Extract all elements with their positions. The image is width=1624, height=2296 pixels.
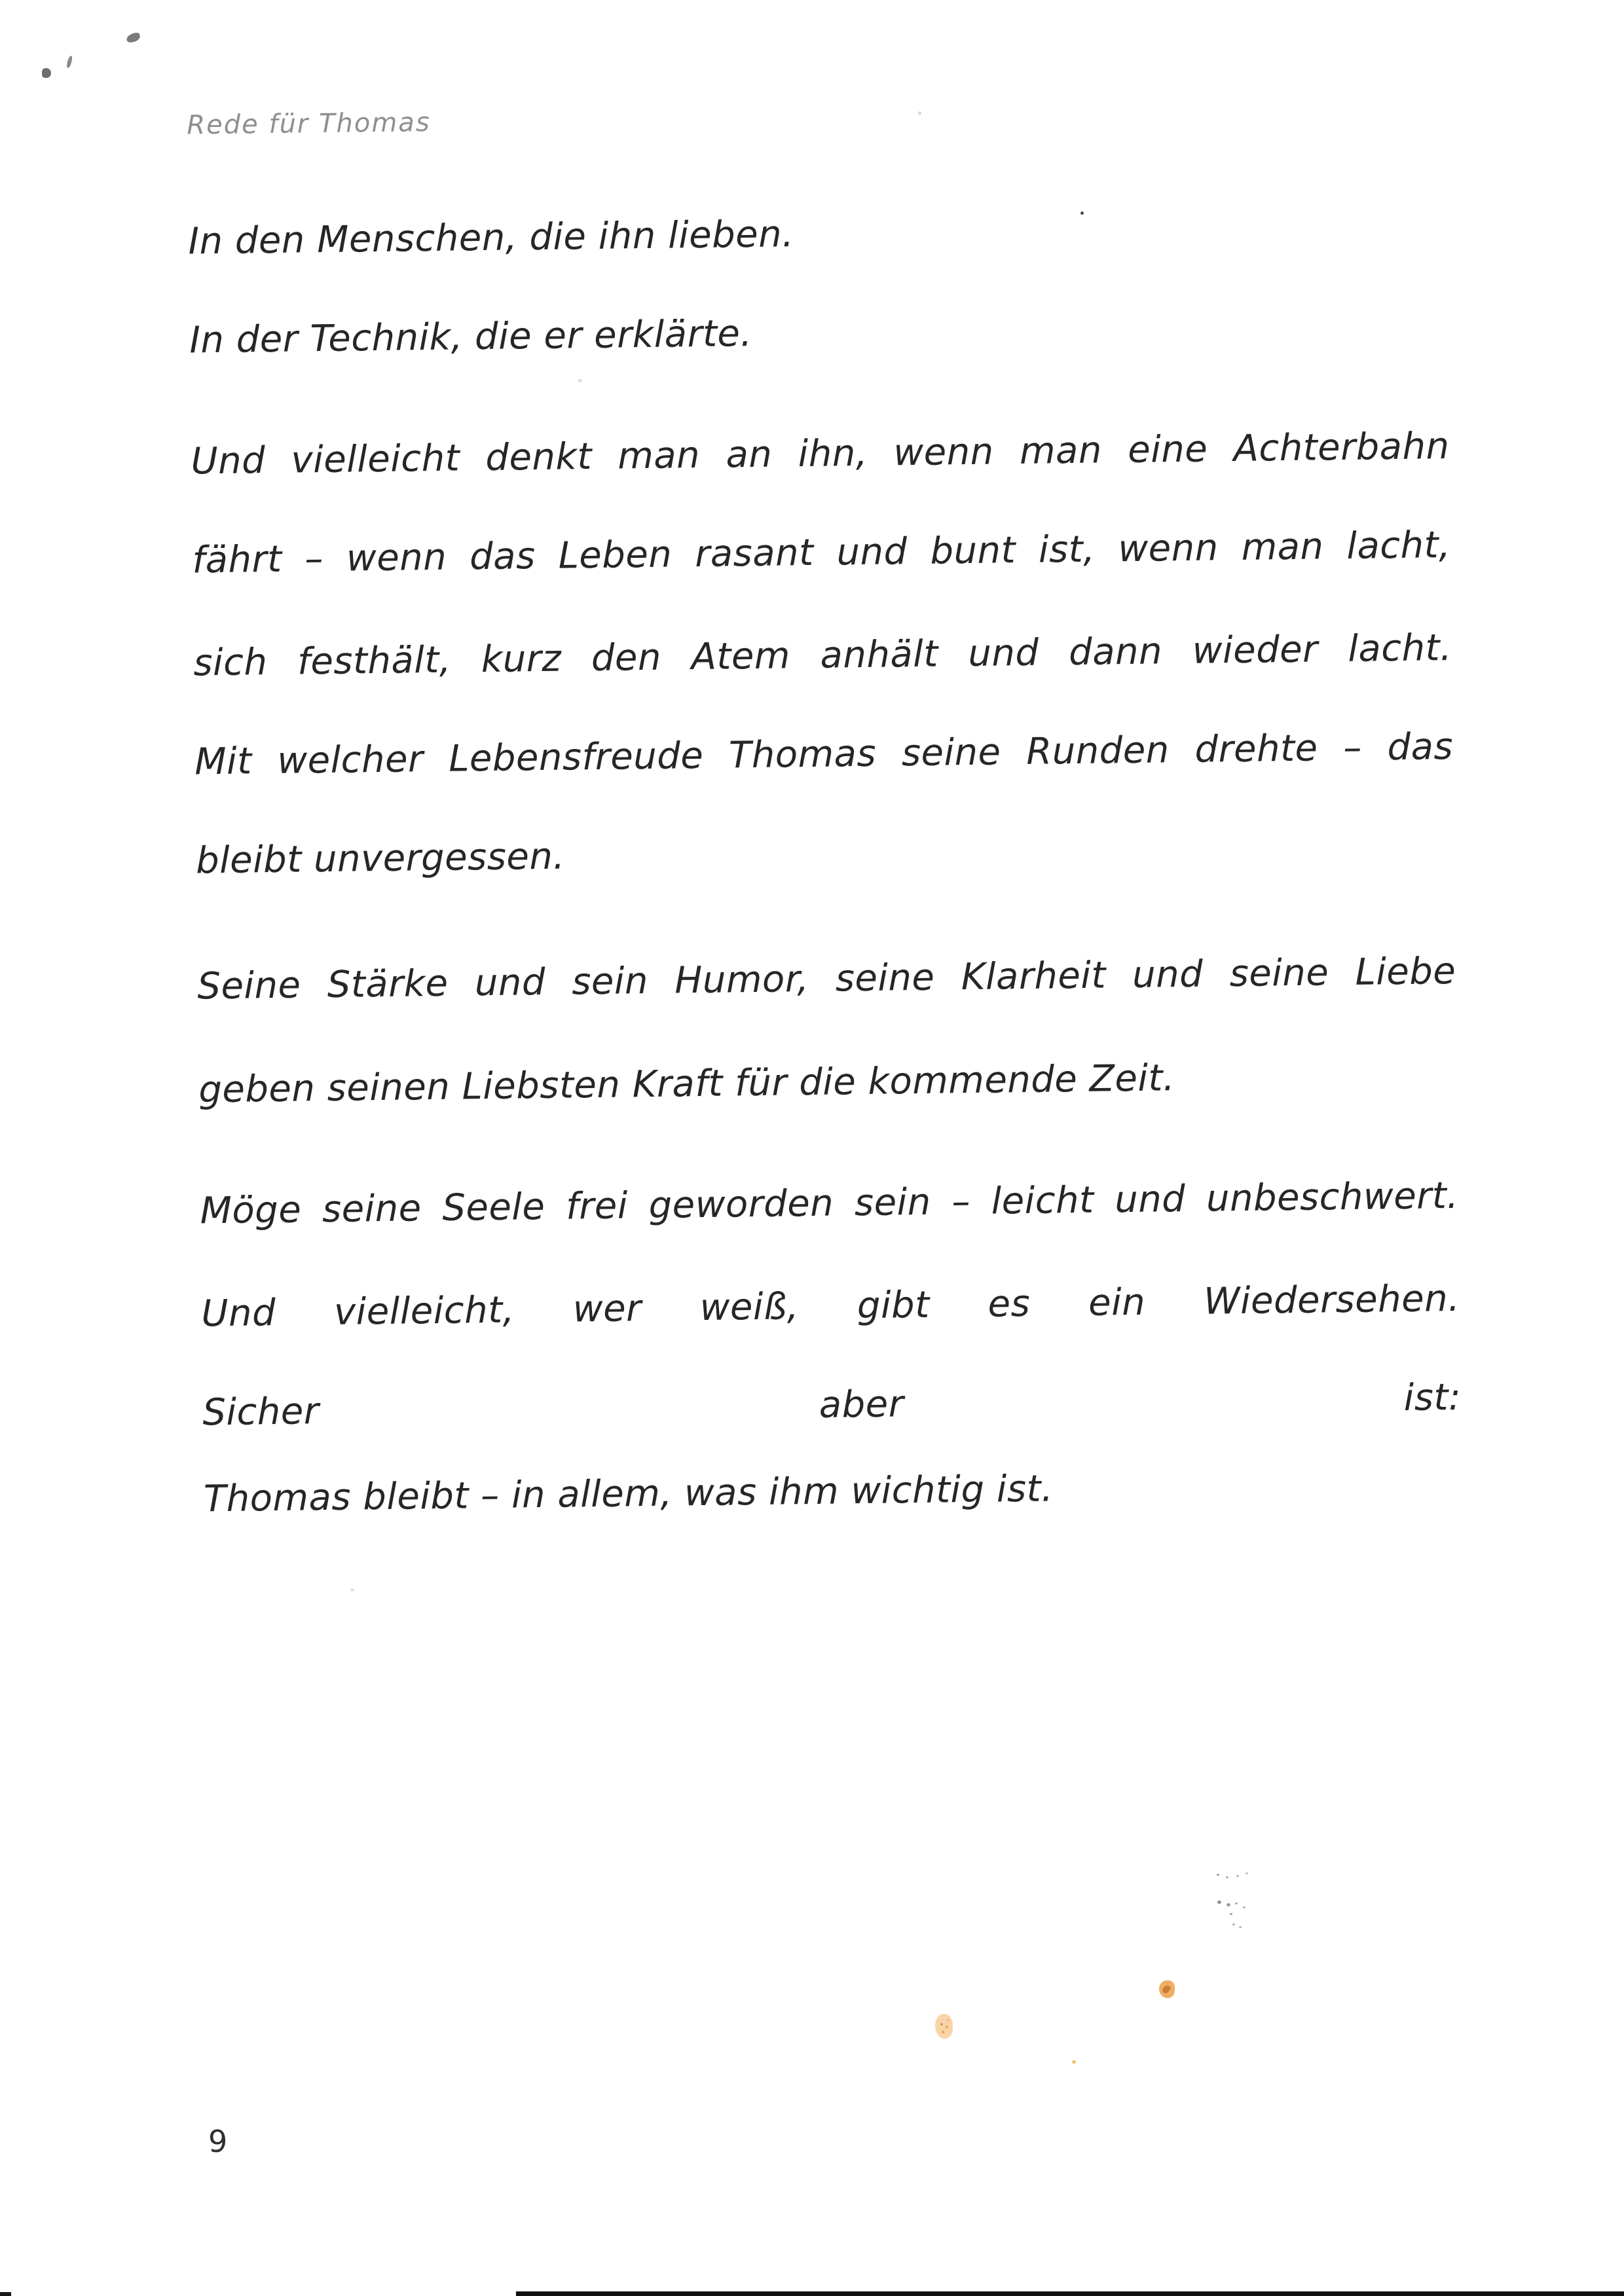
text-line: Möge seine Seele frei geworden sein – leicht und unbeschwert. [200, 1174, 1459, 1233]
text-line: Und vielleicht, wer weiß, gibt es ein Wiedersehen. [201, 1277, 1460, 1336]
orange-stain [935, 2014, 953, 2039]
text-line: Sicher aber ist: [202, 1376, 1462, 1434]
orange-stain-dot [1072, 2060, 1076, 2064]
scan-edge-artifact [516, 2291, 1624, 2296]
text-line: In den Menschen, die ihn lieben. [188, 213, 794, 263]
scan-speck [42, 68, 51, 78]
text-line: Thomas bleibt – in allem, was ihm wichtig ist. [203, 1467, 1054, 1521]
scan-speck [350, 1588, 354, 1592]
scan-speck [1080, 211, 1084, 215]
text-line: fährt – wenn das Leben rasant und bunt ist, wenn man lacht, [192, 523, 1451, 582]
text-line: bleibt unvergessen. [195, 835, 566, 883]
scan-edge-artifact [0, 2292, 11, 2296]
text-line: sich festhält, kurz den Atem anhält und dann wieder lacht. [193, 626, 1452, 685]
text-line: Und vielleicht denkt man an ihn, wenn man eine Achterbahn [191, 425, 1450, 483]
text-line: geben seinen Liebsten Kraft für die kommende Zeit. [198, 1057, 1175, 1112]
scan-speck [578, 379, 582, 382]
scan-speck [918, 111, 921, 115]
orange-stain [1159, 1980, 1175, 1998]
page-number: 9 [208, 2124, 228, 2159]
document-header: Rede für Thomas [187, 107, 431, 141]
text-line: Seine Stärke und sein Humor, seine Klarheit und seine Liebe [197, 949, 1456, 1008]
orange-stain-dots [940, 2023, 943, 2026]
text-line: In der Technik, die er erklärte. [189, 312, 753, 362]
pencil-speckle-cluster [1217, 1874, 1219, 1876]
orange-stain-core [1161, 1984, 1171, 1994]
text-line: Mit welcher Lebensfreude Thomas seine Runden drehte – das [194, 725, 1454, 784]
